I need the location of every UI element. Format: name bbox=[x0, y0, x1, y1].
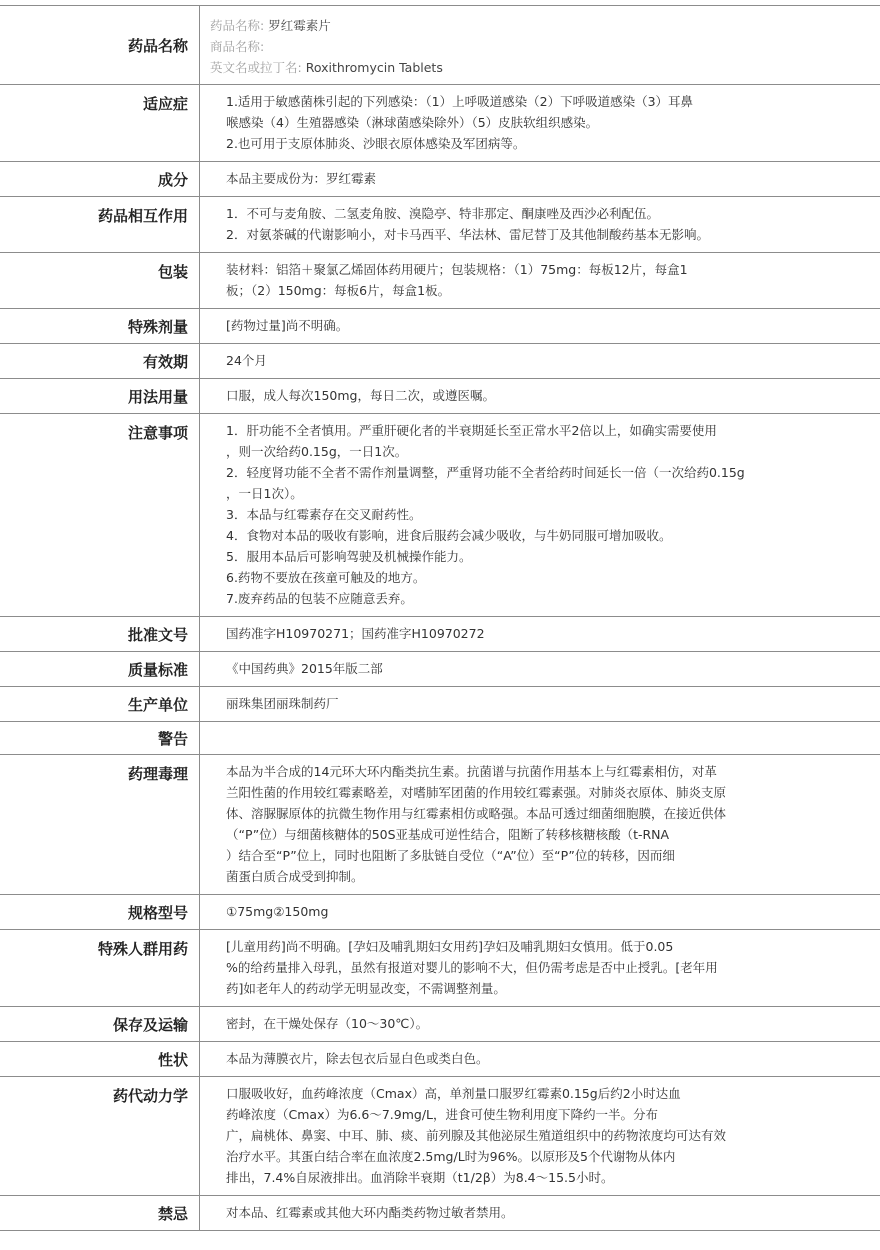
row-value-line: 广，扁桃体、鼻窦、中耳、肺、痰、前列腺及其他泌尿生殖道组织中的药物浓度均可达有效 bbox=[226, 1128, 727, 1143]
row-value-line: 菌蛋白质合成受到抑制。 bbox=[226, 869, 364, 884]
row-value-line: 3．本品与红霉素存在交叉耐药性。 bbox=[226, 507, 422, 522]
drug-name-values bbox=[200, 6, 463, 84]
row-label: 批准文号 bbox=[0, 617, 200, 651]
row-value bbox=[200, 197, 880, 252]
row-label: 包装 bbox=[0, 253, 200, 308]
row-value-line: [儿童用药]尚不明确。[孕妇及哺乳期妇女用药]孕妇及哺乳期妇女慎用。低于0.05 bbox=[226, 939, 674, 954]
row-label: 特殊人群用药 bbox=[0, 930, 200, 1006]
row-label: 生产单位 bbox=[0, 687, 200, 721]
row-value-line: 6.药物不要放在孩童可触及的地方。 bbox=[226, 570, 426, 585]
row-value bbox=[200, 687, 880, 721]
info-row bbox=[0, 414, 880, 617]
english-name-value: Roxithromycin Tablets bbox=[305, 60, 443, 75]
row-value-line: [药物过量]尚不明确。 bbox=[226, 318, 349, 333]
row-value-line: %的给药量排入母乳，虽然有报道对婴儿的影响不大，但仍需考虑是否中止授乳。[老年用 bbox=[226, 960, 718, 975]
info-row bbox=[0, 197, 880, 253]
row-value-line: 7.废弃药品的包装不应随意丢弃。 bbox=[226, 591, 413, 606]
row-value-line: 1.适用于敏感菌株引起的下列感染：（1）上呼吸道感染（2）下呼吸道感染（3）耳鼻 bbox=[226, 94, 694, 109]
row-label: 药品相互作用 bbox=[0, 197, 200, 252]
row-value-line: 口服，成人每次150mg，每日二次，或遵医嘱。 bbox=[226, 388, 495, 403]
row-value-line: 本品主要成份为：罗红霉素 bbox=[226, 171, 377, 186]
row-value-line: 国药准字H10970271；国药准字H10970272 bbox=[226, 626, 485, 641]
row-value bbox=[200, 85, 880, 161]
row-value bbox=[200, 414, 880, 616]
row-value bbox=[200, 652, 880, 686]
info-row bbox=[0, 755, 880, 895]
row-value-line: 1．肝功能不全者慎用。严重肝硬化者的半衰期延长至正常水平2倍以上，如确实需要使用 bbox=[226, 423, 717, 438]
row-value bbox=[200, 755, 880, 894]
row-value-line: 2．轻度肾功能不全者不需作剂量调整，严重肾功能不全者给药时间延长一倍（一次给药0.15g bbox=[226, 465, 745, 480]
info-row bbox=[0, 687, 880, 722]
row-label: 用法用量 bbox=[0, 379, 200, 413]
row-value-line: 2.也可用于支原体肺炎、沙眼衣原体感染及军团病等。 bbox=[226, 136, 526, 151]
row-label: 注意事项 bbox=[0, 414, 200, 616]
row-value-line: 喉感染（4）生殖器感染（淋球菌感染除外）（5）皮肤软组织感染。 bbox=[226, 115, 599, 130]
generic-name-key: 药品名称: bbox=[210, 18, 265, 33]
row-label: 性状 bbox=[0, 1042, 200, 1076]
row-label: 特殊剂量 bbox=[0, 309, 200, 343]
row-value bbox=[200, 309, 880, 343]
row-value-line: ）结合至“P”位上，同时也阻断了多肽链自受位（“A”位）至“P”位的转移，因而细 bbox=[226, 848, 675, 863]
info-row bbox=[0, 1042, 880, 1077]
row-value-line: 丽珠集团丽珠制药厂 bbox=[226, 696, 339, 711]
drug-info-table bbox=[0, 5, 880, 1231]
info-row bbox=[0, 1196, 880, 1231]
row-value-line: 《中国药典》2015年版二部 bbox=[226, 661, 383, 676]
row-value-line: 药峰浓度（Cmax）为6.6～7.9mg/L，进食可使生物利用度下降约一半。分布 bbox=[226, 1107, 659, 1122]
row-value-line: 板；（2）150mg：每板6片，每盒1板。 bbox=[226, 283, 451, 298]
row-value-line: （“P”位）与细菌核糖体的50S亚基成可逆性结合，阻断了转移核糖核酸（t-RNA bbox=[226, 827, 670, 842]
row-value-line: 排出，7.4%自尿液排出。血消除半衰期（t1/2β）为8.4～15.5小时。 bbox=[226, 1170, 614, 1185]
row-value-line: 对本品、红霉素或其他大环内酯类药物过敏者禁用。 bbox=[226, 1205, 514, 1220]
row-value bbox=[200, 344, 880, 378]
info-row bbox=[0, 162, 880, 197]
row-value bbox=[200, 1077, 880, 1195]
row-value-line: ，一日1次）。 bbox=[226, 486, 303, 501]
row-label: 警告 bbox=[0, 722, 200, 754]
info-row bbox=[0, 379, 880, 414]
row-value bbox=[200, 379, 880, 413]
row-value-line: 本品为薄膜衣片，除去包衣后显白色或类白色。 bbox=[226, 1051, 489, 1066]
row-label: 禁忌 bbox=[0, 1196, 200, 1230]
row-value-line: ，则一次给药0.15g，一日1次。 bbox=[226, 444, 408, 459]
row-value bbox=[200, 1196, 880, 1230]
row-value bbox=[200, 895, 880, 929]
row-value-line: 24个月 bbox=[226, 353, 267, 368]
row-value bbox=[200, 617, 880, 651]
row-value-line: 药]如老年人的药动学无明显改变，不需调整剂量。 bbox=[226, 981, 506, 996]
row-value-line: 本品为半合成的14元环大环内酯类抗生素。抗菌谱与抗菌作用基本上与红霉素相仿，对革 bbox=[226, 764, 717, 779]
row-value-line: 体、溶脲脲原体的抗微生物作用与红霉素相仿或略强。本品可透过细菌细胞膜，在接近供体 bbox=[226, 806, 727, 821]
info-row bbox=[0, 344, 880, 379]
english-name-key: 英文名或拉丁名: bbox=[210, 60, 302, 75]
drug-name-label: 药品名称 bbox=[0, 6, 200, 84]
info-row bbox=[0, 930, 880, 1007]
row-value-line: 装材料：铝箔＋聚氯乙烯固体药用硬片；包装规格：（1）75mg：每板12片，每盒1 bbox=[226, 262, 688, 277]
info-row bbox=[0, 1007, 880, 1042]
row-value bbox=[200, 1042, 880, 1076]
row-value-line: 口服吸收好，血药峰浓度（Cmax）高，单剂量口服罗红霉素0.15g后约2小时达血 bbox=[226, 1086, 681, 1101]
row-value bbox=[200, 930, 880, 1006]
row-value-line: 治疗水平。其蛋白结合率在血浓度2.5mg/L时为96%。以原形及5个代谢物从体内 bbox=[226, 1149, 676, 1164]
row-label: 药理毒理 bbox=[0, 755, 200, 894]
row-value bbox=[200, 1007, 880, 1041]
row-value-line: 2．对氨茶碱的代谢影响小，对卡马西平、华法林、雷尼替丁及其他制酸药基本无影响。 bbox=[226, 227, 709, 242]
info-row bbox=[0, 309, 880, 344]
row-value-line: 4．食物对本品的吸收有影响，进食后服药会减少吸收，与牛奶同服可增加吸收。 bbox=[226, 528, 672, 543]
row-label: 适应症 bbox=[0, 85, 200, 161]
info-row bbox=[0, 895, 880, 930]
info-row bbox=[0, 652, 880, 687]
row-label: 规格型号 bbox=[0, 895, 200, 929]
info-rows bbox=[0, 85, 880, 1231]
row-value bbox=[200, 253, 880, 308]
info-row bbox=[0, 617, 880, 652]
info-row bbox=[0, 85, 880, 162]
row-label: 成分 bbox=[0, 162, 200, 196]
row-value-line: 密封，在干燥处保存（10～30℃）。 bbox=[226, 1016, 429, 1031]
row-label: 质量标准 bbox=[0, 652, 200, 686]
row-label: 有效期 bbox=[0, 344, 200, 378]
row-value-line: 兰阳性菌的作用较红霉素略差，对嗜肺军团菌的作用较红霉素强。对肺炎衣原体、肺炎支原 bbox=[226, 785, 727, 800]
row-value-line: ①75mg②150mg bbox=[226, 904, 329, 919]
row-value bbox=[200, 722, 880, 754]
row-value-line: 5．服用本品后可影响驾驶及机械操作能力。 bbox=[226, 549, 472, 564]
row-value bbox=[200, 162, 880, 196]
row-label: 保存及运输 bbox=[0, 1007, 200, 1041]
generic-name-value: 罗红霉素片 bbox=[268, 18, 331, 33]
trade-name-key: 商品名称: bbox=[210, 39, 265, 54]
row-value-line: 1．不可与麦角胺、二氢麦角胺、溴隐亭、特非那定、酮康唑及西沙必利配伍。 bbox=[226, 206, 659, 221]
info-row bbox=[0, 253, 880, 309]
drug-name-row bbox=[0, 5, 880, 85]
row-label: 药代动力学 bbox=[0, 1077, 200, 1195]
info-row bbox=[0, 1077, 880, 1196]
info-row bbox=[0, 722, 880, 755]
